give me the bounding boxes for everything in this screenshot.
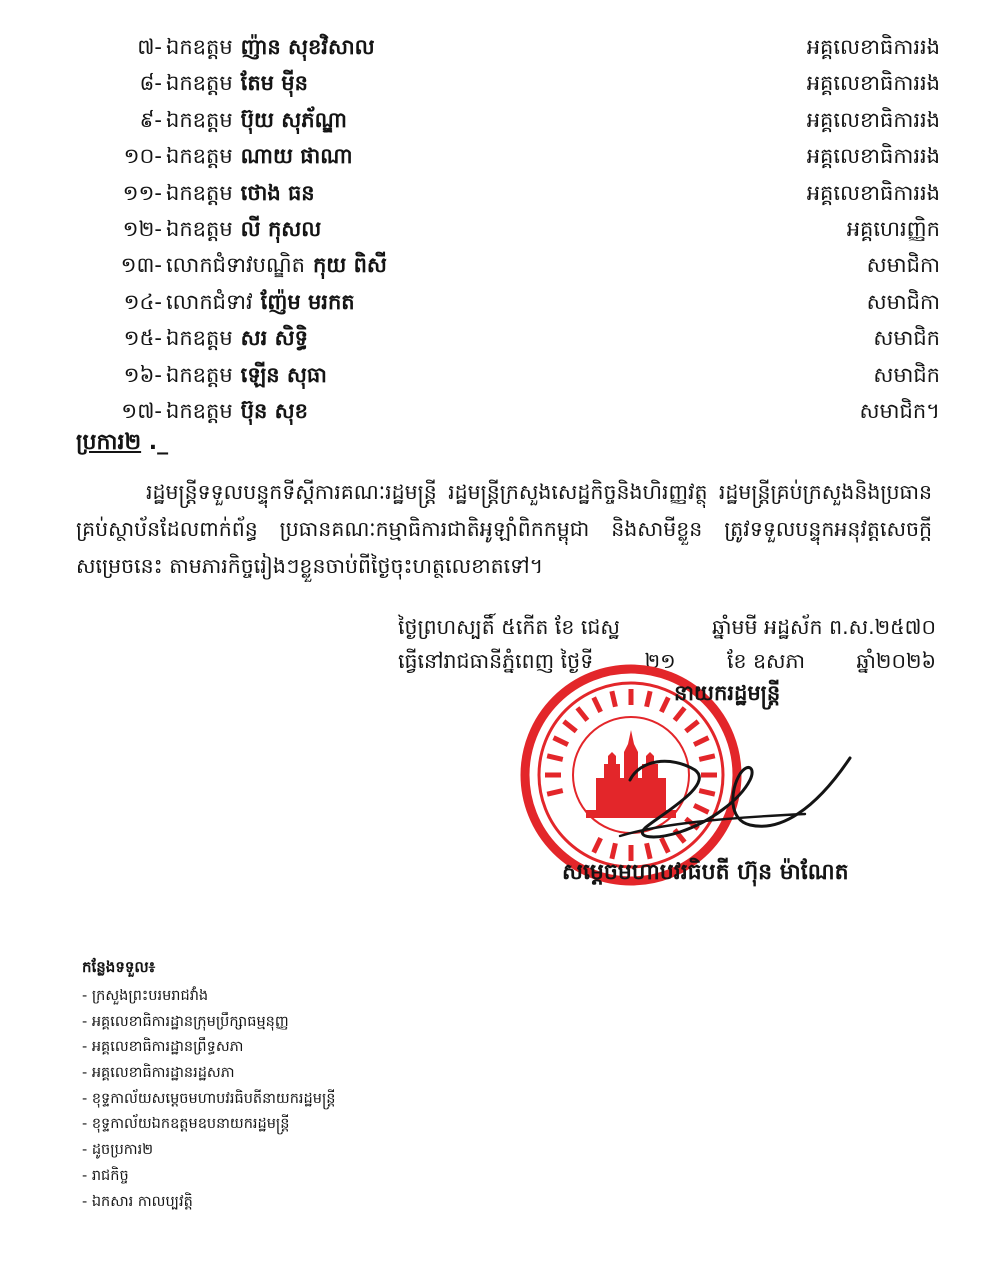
member-row	[110, 139, 940, 175]
member-row	[110, 176, 940, 212]
member-name: ណាយ ផាណា	[240, 144, 353, 169]
member-title-name	[166, 70, 308, 101]
lunar-date-line	[398, 610, 936, 644]
member-row	[110, 394, 940, 430]
member-row	[110, 358, 940, 394]
member-number: ១៤-	[123, 289, 162, 314]
date-place: ធ្វើនៅរាជធានីភ្នំពេញ ថ្ងៃទី	[398, 649, 594, 673]
seal-lettering-stroke	[612, 691, 616, 707]
member-number: ១៦-	[123, 362, 162, 387]
member-title: ឯកឧត្តម	[166, 216, 233, 241]
lunar-date-right: ឆ្នាំមមី អដ្ឋស័ក ព.ស.២៥៧០	[711, 615, 936, 639]
article-heading-suffix: ._	[141, 430, 169, 455]
article-body: រដ្ឋមន្ត្រីទទួលបន្ទុកទីស្តីការគណៈរដ្ឋមន្ត្រី រដ្ឋមន្ត្រីក្រសួងសេដ្ឋកិច្ចនិងហិរញ្ញវត្ថុ រដ្ឋមន្ត្រីគ្រប់ក្រសួងនិងប្រធានគ្រប់ស្ថាប័នដែលពាក់ព័ន្ធ ប្រធានគណៈកម្មាធិការជាតិអូឡាំពិកកម្ពុជា និងសាមីខ្លួន ត្រូវទទួលបន្ទុកអនុវត្តសេចក្តីសម្រេចនេះ តាមភារកិច្ចរៀងៗខ្លួនចាប់ពីថ្ងៃចុះហត្ថលេខាតទៅ។	[76, 480, 932, 578]
seal-lettering-stroke	[564, 721, 577, 731]
member-number: ១៣-	[120, 253, 162, 278]
date-year: ឆ្នាំ២០២៦	[856, 649, 936, 673]
member-title: ឯកឧត្តម	[166, 107, 233, 132]
member-number: ១០-	[123, 144, 162, 169]
member-role: សមាជិក	[873, 362, 940, 387]
recipient-item: - ក្រសួងព្រះបរមរាជវាំង	[82, 988, 209, 1004]
seal-lettering-stroke	[686, 721, 699, 731]
member-name: សរ សិទ្ធិ	[240, 326, 308, 351]
member-role: អគ្គហេរញ្ញិក	[846, 216, 940, 241]
recipient-item: - ខុទ្ទកាល័យសម្ដេចមហាបវរធិបតីនាយករដ្ឋមន្ត្រី	[82, 1090, 336, 1107]
member-role: អគ្គលេខាធិការរង	[806, 144, 940, 169]
member-title-name	[166, 252, 387, 283]
member-role: សមាជិកា	[866, 289, 940, 314]
member-title: ឯកឧត្តម	[166, 362, 233, 387]
member-number: ៨-	[139, 71, 162, 96]
member-name: ញ៉ែម មរកត	[260, 289, 355, 314]
article-number: ប្រការ២	[76, 430, 142, 455]
member-number: ៧-	[137, 35, 162, 59]
recipient-item: - ខុទ្ទកាល័យឯកឧត្តមឧបនាយករដ្ឋមន្ត្រី	[82, 1116, 290, 1133]
recipients-list	[82, 984, 335, 1215]
member-title: ឯកឧត្តម	[166, 144, 233, 169]
member-row	[110, 321, 940, 357]
member-name: ឡេីន សុធា	[240, 362, 327, 387]
member-title-name	[166, 180, 315, 211]
member-row	[110, 248, 940, 284]
lunar-date-left: ថ្ងៃព្រហស្បតិ៍ ៥កើត ខែ ជេស្ឋ	[398, 615, 620, 639]
seal-lettering-stroke	[647, 691, 651, 707]
seal-lettering-stroke	[547, 756, 563, 760]
seal-lettering-stroke	[554, 738, 568, 745]
recipient-item: - រាជកិច្ច	[82, 1167, 129, 1184]
signature-title: នាយករដ្ឋមន្ត្រី	[674, 681, 781, 705]
member-title-name	[166, 107, 347, 138]
member-role: អគ្គលេខាធិការរង	[806, 180, 940, 205]
member-name: ថោង ធន	[240, 180, 315, 205]
member-row	[110, 103, 940, 139]
member-role: អគ្គលេខាធិការរង	[806, 107, 940, 132]
seal-lettering-stroke	[577, 708, 587, 721]
member-role: សមាជិក។	[859, 398, 940, 423]
member-role: អគ្គលេខាធិការរង	[806, 35, 940, 59]
member-title: លោកជំទាវបណ្ឌិត	[166, 253, 305, 278]
member-title: លោកជំទាវ	[166, 289, 253, 314]
seal-lettering-stroke	[547, 791, 563, 795]
member-number: ១១-	[122, 180, 162, 205]
member-row	[110, 285, 940, 321]
member-title: ឯកឧត្តម	[166, 398, 233, 423]
article-heading	[76, 428, 168, 460]
member-name: ប៊ុន សុខ	[240, 398, 308, 423]
member-name: ប៊ុយ សុភ័ណ្ឌា	[240, 107, 347, 132]
member-title-name	[166, 362, 327, 393]
member-list	[110, 30, 940, 430]
member-role: សមាជិក	[873, 326, 940, 351]
member-title: ឯកឧត្តម	[166, 35, 233, 59]
member-row	[110, 66, 940, 102]
recipients-block	[82, 958, 335, 1215]
member-title-name	[166, 289, 355, 320]
prime-minister-name: សម្ដេចមហាបវរធិបតី ហ៊ុន ម៉ាណែត	[562, 860, 849, 885]
member-title-name	[166, 398, 308, 429]
member-title-name	[166, 325, 308, 356]
member-title: ឯកឧត្តម	[166, 71, 233, 96]
recipient-item: - ដូចប្រការ២	[82, 1142, 154, 1159]
date-day: ២១	[644, 649, 676, 673]
member-number: ១៥-	[123, 326, 162, 351]
recipient-item: - អគ្គលេខាធិការដ្ឋានរដ្ឋសភា	[82, 1065, 235, 1082]
member-title-name	[166, 143, 353, 174]
member-title: ឯកឧត្តម	[166, 326, 233, 351]
recipient-item: - អគ្គលេខាធិការដ្ឋានក្រុមប្រឹក្សាធម្មនុញ្ញ	[82, 1013, 289, 1030]
member-title-name	[166, 216, 321, 247]
member-number: ១២-	[122, 216, 162, 241]
member-row	[110, 212, 940, 248]
seal-lettering-stroke	[661, 698, 668, 712]
member-number: ៩-	[139, 107, 162, 132]
member-name: កុយ ពិសី	[312, 253, 387, 278]
member-role: សមាជិកា	[866, 253, 940, 278]
member-name: តែម មុីន	[240, 71, 308, 96]
date-month: ខែ ឧសភា	[726, 649, 806, 673]
handwritten-signature	[600, 740, 860, 850]
member-title: ឯកឧត្តម	[166, 180, 233, 205]
seal-lettering-stroke	[594, 698, 601, 712]
member-number: ១៧-	[121, 398, 162, 423]
recipient-item: - អគ្គលេខាធិការដ្ឋានព្រឹទ្ធសភា	[82, 1039, 244, 1056]
member-role: អគ្គលេខាធិការរង	[806, 71, 940, 96]
member-row	[110, 30, 940, 66]
recipient-item: - ឯកសារ កាលប្បវត្តិ	[82, 1193, 193, 1210]
recipients-heading: កន្លែងទទួល៖	[82, 958, 156, 976]
member-name: ញ៉ាន សុខវិសាល	[240, 35, 375, 59]
member-title-name	[166, 34, 375, 65]
member-name: លី កុសល	[240, 216, 322, 241]
